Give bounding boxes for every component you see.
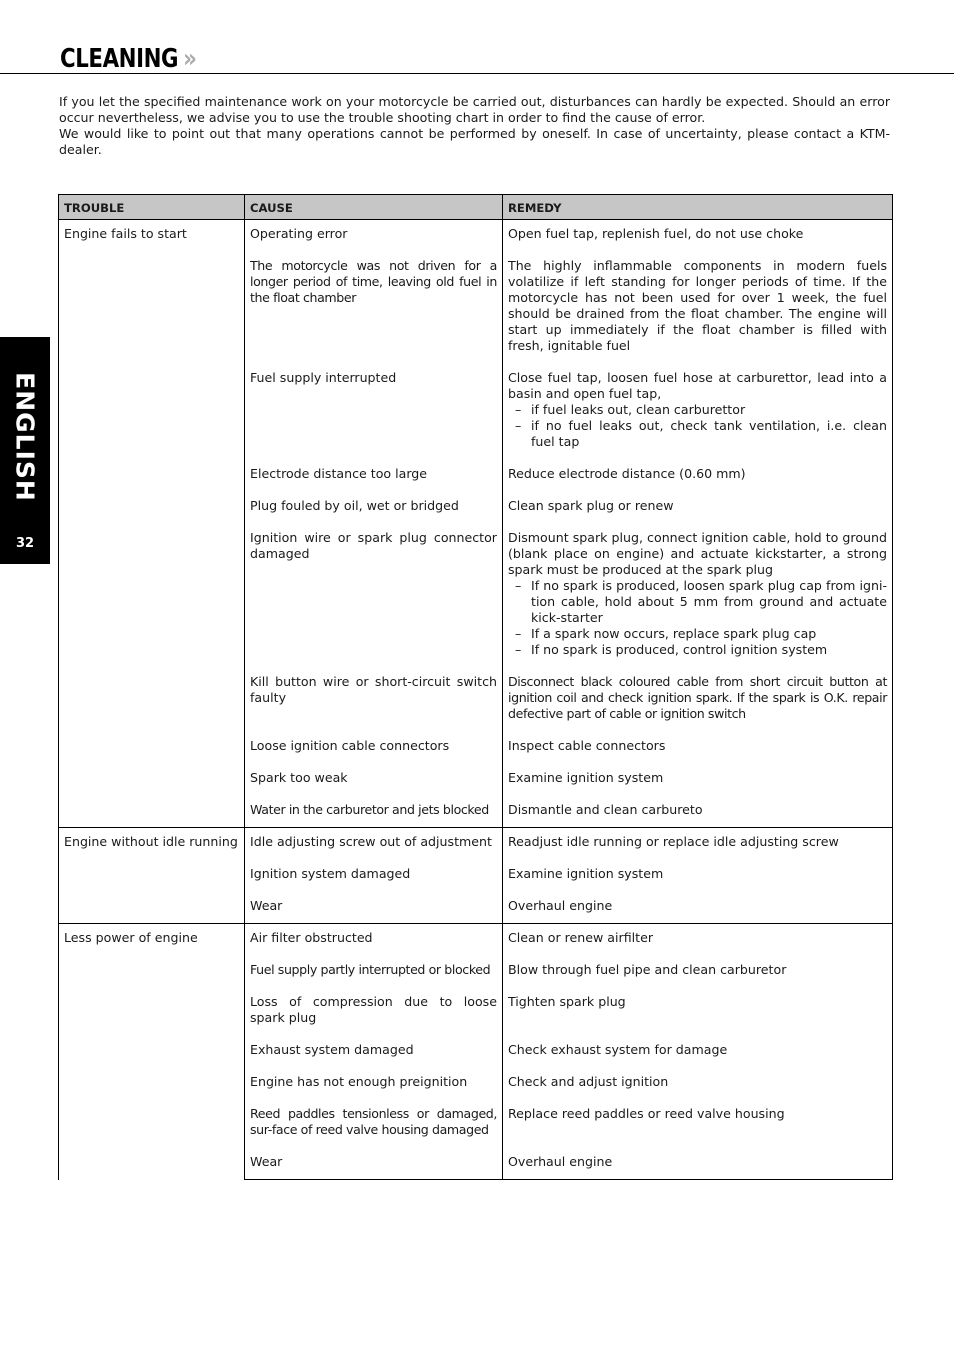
remedy-cell: Check and adjust ignition — [503, 1058, 893, 1090]
list-item: – if no fuel leaks out, check tank ventilation, i.e. clean fuel tap — [531, 418, 887, 450]
remedy-cell: Examine ignition system — [503, 850, 893, 882]
remedy-block — [508, 370, 887, 450]
cause-cell: Fuel supply interrupted — [245, 354, 503, 450]
remedy-text: Dismount spark plug, connect ignition cable, hold to ground (blank place on engine) and actuate kickstarter, a strong spark must be produced at the spark plug — [508, 530, 887, 577]
cause-cell: Kill button wire or short-circuit switch faulty — [245, 658, 503, 722]
cause-cell: Water in the carburetor and jets blocked — [245, 786, 503, 828]
remedy-text: Close fuel tap, loosen fuel hose at carburettor, lead into a basin and open fuel tap, — [508, 370, 887, 401]
remedy-cell: Open fuel tap, replenish fuel, do not use choke — [503, 220, 893, 243]
title-text: CLEANING — [60, 44, 179, 74]
remedy-cell: Overhaul engine — [503, 882, 893, 924]
cause-cell — [245, 242, 503, 354]
remedy-cell: Examine ignition system — [503, 754, 893, 786]
title-divider — [0, 73, 954, 74]
list-item: – if fuel leaks out, clean carburettor — [531, 402, 887, 418]
remedy-cell: Clean or renew airfilter — [503, 924, 893, 947]
header-cause: CAUSE — [245, 195, 503, 220]
remedy-cell — [503, 514, 893, 658]
cause-cell: Exhaust system damaged — [245, 1026, 503, 1058]
cause-cell: Ignition system damaged — [245, 850, 503, 882]
cause-cell: Wear — [245, 1138, 503, 1180]
intro-paragraph-2: We would like to point out that many operations cannot be performed by oneself. In case of uncertainty, please contact a KTM-dealer. — [59, 126, 890, 157]
remedy-cell: Tighten spark plug — [503, 978, 893, 1026]
cause-cell: Loss of compression due to loose spark plug — [245, 978, 503, 1026]
remedy-text: Disconnect black coloured cable from short circuit button at ignition coil and check ignition spark. If the spark is O.K. repair defective part of cable or ignition switch — [508, 674, 887, 721]
remedy-cell: Check exhaust system for damage — [503, 1026, 893, 1058]
table-row — [59, 828, 893, 851]
remedy-list — [508, 402, 887, 450]
remedy-cell — [503, 658, 893, 722]
remedy-cell: Overhaul engine — [503, 1138, 893, 1180]
remedy-cell: Clean spark plug or renew — [503, 482, 893, 514]
cause-cell: Reed paddles tensionless or damaged, sur-face of reed valve housing damaged — [245, 1090, 503, 1138]
cause-cell: Fuel supply partly interrupted or blocked — [245, 946, 503, 978]
list-item: – If a spark now occurs, replace spark plug cap — [531, 626, 887, 642]
remedy-cell — [503, 354, 893, 450]
page-number: 32 — [15, 536, 35, 551]
remedy-cell: Readjust idle running or replace idle adjusting screw — [503, 828, 893, 851]
remedy-cell: Blow through fuel pipe and clean carburetor — [503, 946, 893, 978]
cause-cell: Loose ignition cable connectors — [245, 722, 503, 754]
cause-cell: Plug fouled by oil, wet or bridged — [245, 482, 503, 514]
language-side-tab — [0, 337, 50, 564]
remedy-cell: Reduce electrode distance (0.60 mm) — [503, 450, 893, 482]
troubleshooting-table — [58, 194, 893, 1180]
cause-cell: Idle adjusting screw out of adjustment — [245, 828, 503, 851]
cause-cell: Engine has not enough preignition — [245, 1058, 503, 1090]
list-item: – If no spark is produced, loosen spark plug cap from igni-tion cable, hold about 5 mm from ground and actuate kick-starter — [531, 578, 887, 626]
cause-text: The motorcycle was not driven for a longer period of time, leaving old fuel in the float chamber — [250, 258, 497, 305]
cause-cell: Electrode distance too large — [245, 450, 503, 482]
remedy-list — [508, 578, 887, 658]
remedy-block — [508, 530, 887, 658]
trouble-cell: Engine without idle running — [59, 828, 245, 924]
intro-paragraph-1: If you let the specified maintenance work on your motorcycle be carried out, disturbances can hardly be expected. Should an error occur nevertheless, we advise you to use the trouble shooting chart in order to find the cause of error. — [59, 94, 890, 125]
remedy-cell: Replace reed paddles or reed valve housing — [503, 1090, 893, 1138]
page-title — [60, 44, 196, 74]
table-header-row — [59, 195, 893, 220]
intro-text — [59, 94, 890, 158]
cause-cell: Air filter obstructed — [245, 924, 503, 947]
remedy-cell: The highly inflammable components in modern fuels volatilize if left standing for longer periods of time. If the motorcycle has not been used for over 1 week, the fuel should be drained from the float chamber. The engine will start up immediately if the float chamber is filled with fresh, ignitable fuel — [503, 242, 893, 354]
list-item: – If no spark is produced, control ignition system — [531, 642, 887, 658]
remedy-cell: Inspect cable connectors — [503, 722, 893, 754]
language-label: ENGLISH — [10, 372, 40, 502]
cause-cell: Wear — [245, 882, 503, 924]
remedy-cell: Dismantle and clean carbureto — [503, 786, 893, 828]
cause-cell: Spark too weak — [245, 754, 503, 786]
trouble-cell: Engine fails to start — [59, 220, 245, 828]
chevron-double-right-icon: » — [183, 44, 197, 74]
cause-cell: Operating error — [245, 220, 503, 243]
cause-cell: Ignition wire or spark plug connector damaged — [245, 514, 503, 658]
header-remedy: REMEDY — [503, 195, 893, 220]
trouble-cell: Less power of engine — [59, 924, 245, 1180]
table-row — [59, 220, 893, 243]
table-row — [59, 924, 893, 947]
header-trouble: TROUBLE — [59, 195, 245, 220]
